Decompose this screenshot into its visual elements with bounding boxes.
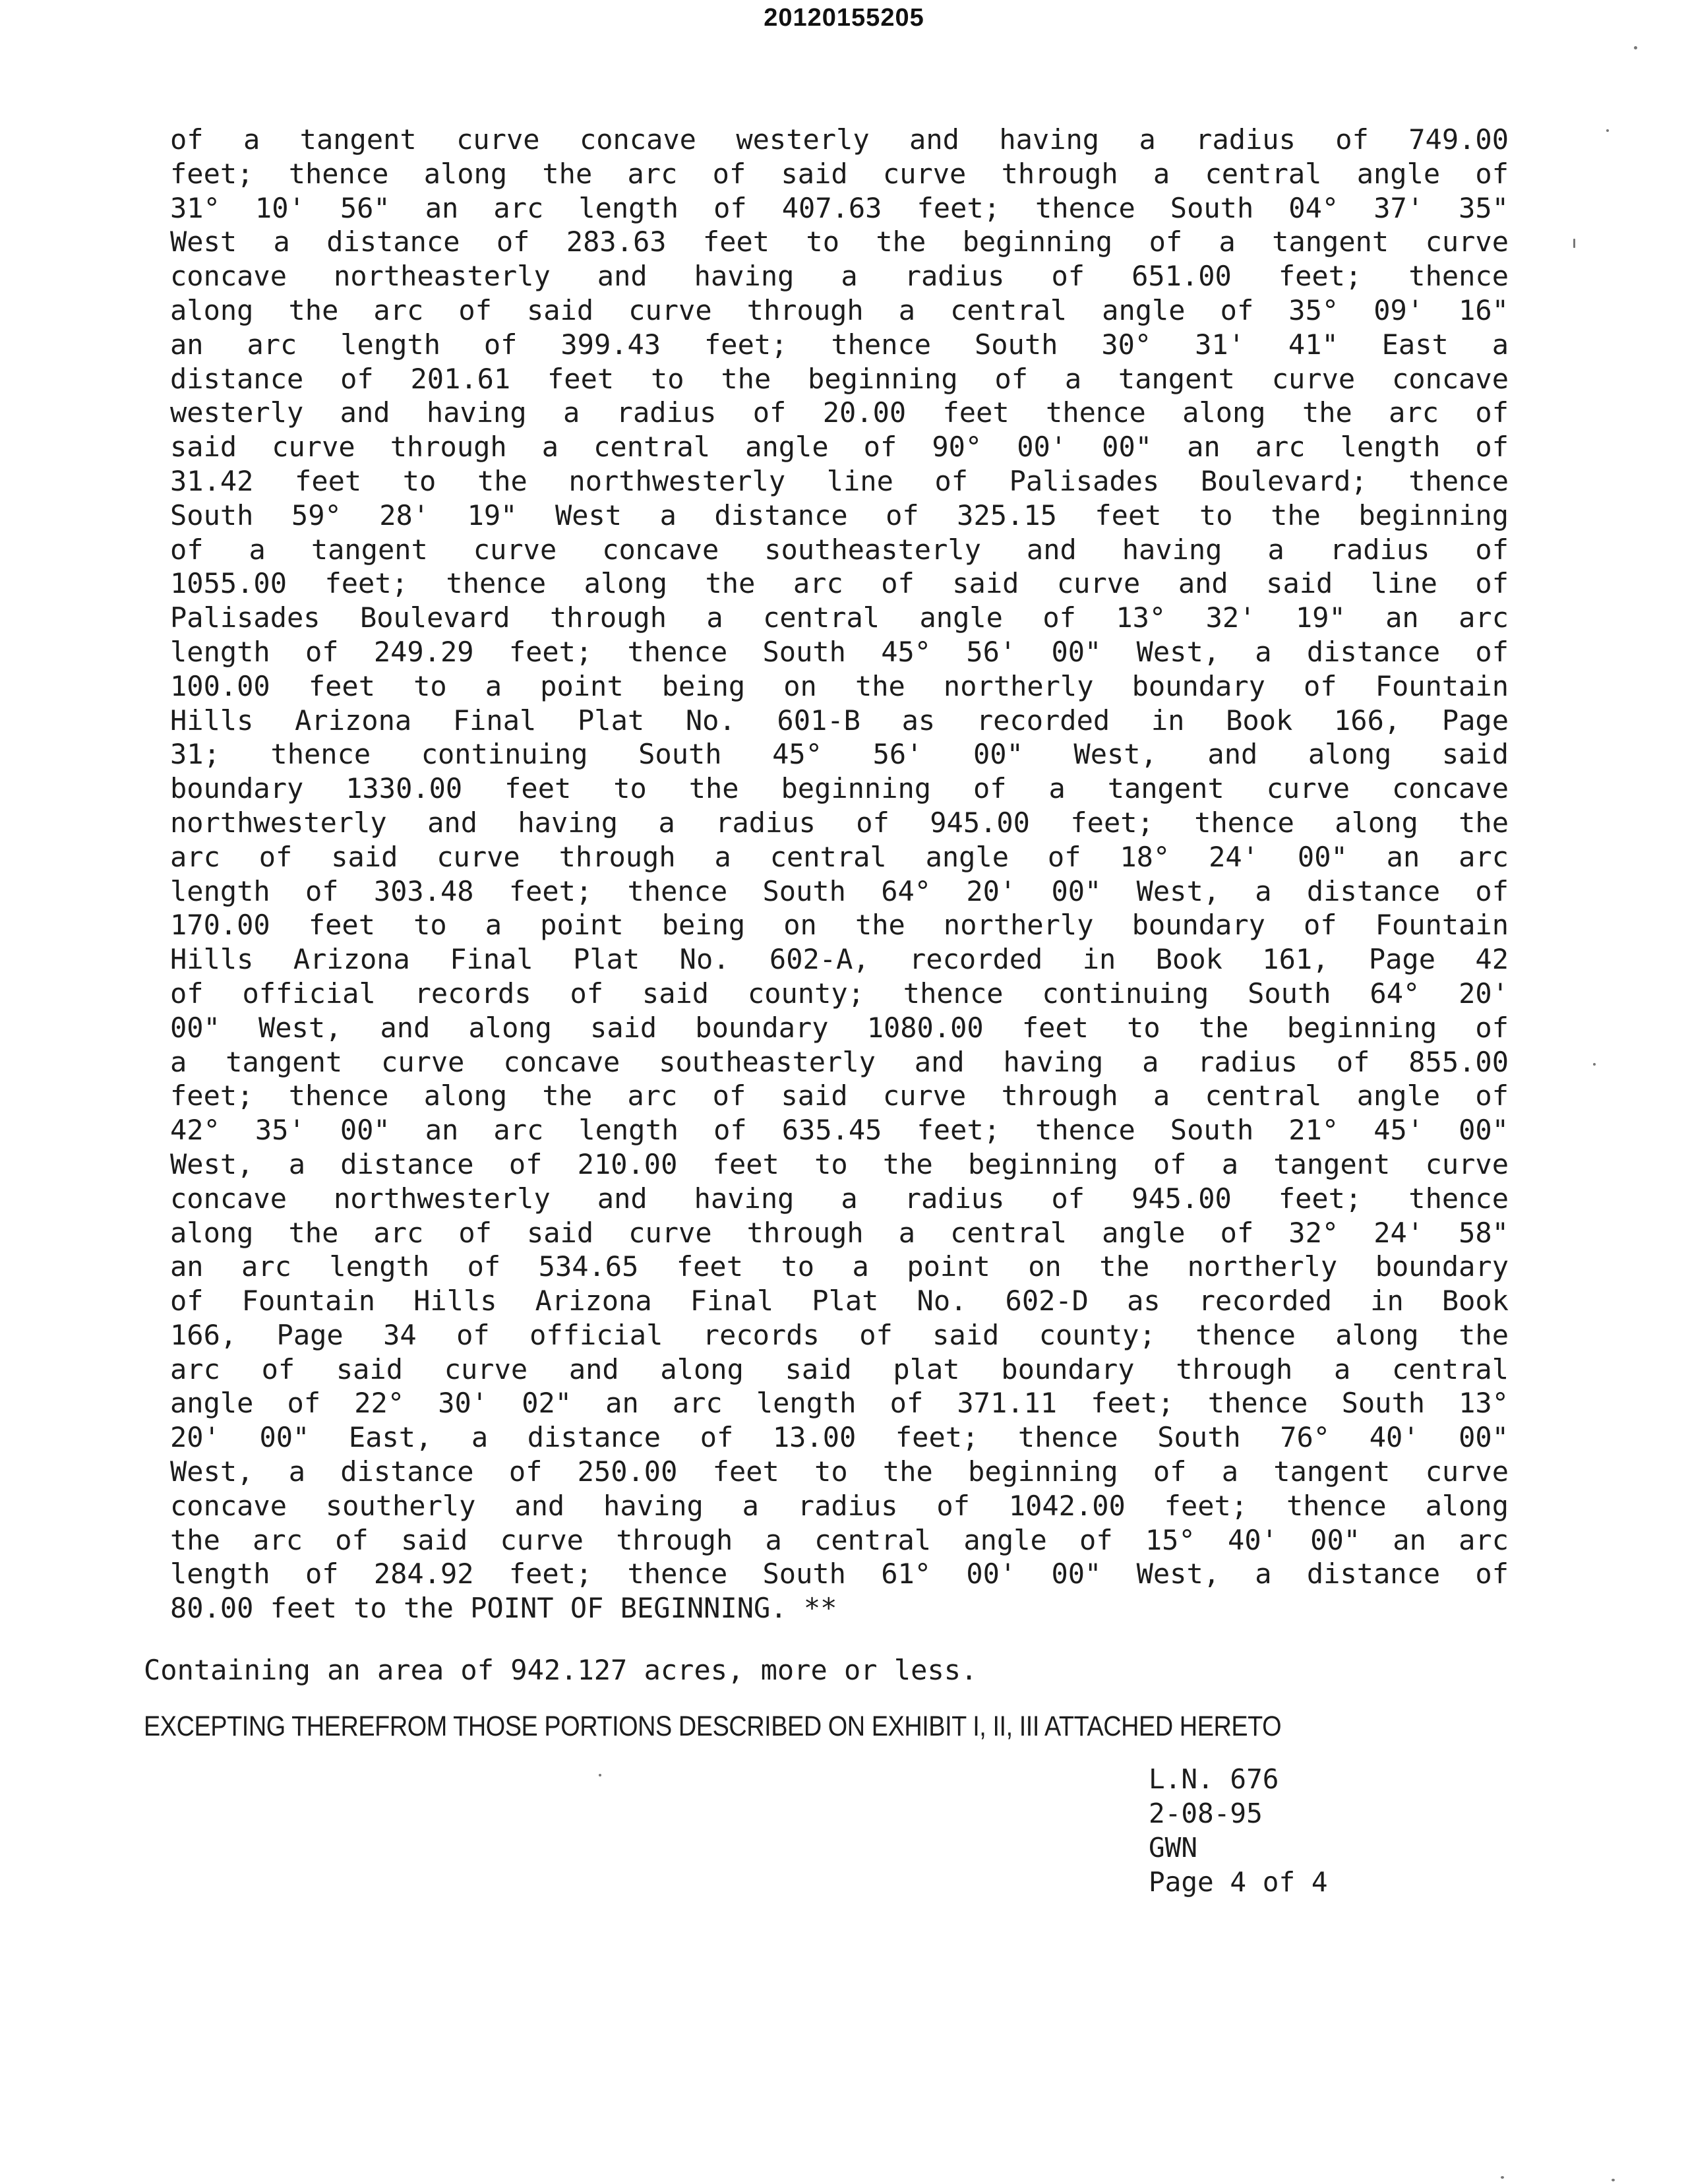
legal-line: boundary 1330.00 feet to the beginning of a tangent curve concave [170,772,1509,805]
legal-line: 80.00 feet to the POINT OF BEGINNING. ** [170,1592,837,1625]
legal-line: Hills Arizona Final Plat No. 601-B as recorded in Book 166, Page [170,704,1509,737]
legal-line: concave northeasterly and having a radius of 651.00 feet; thence [170,260,1509,293]
legal-line: along the arc of said curve through a central angle of 32° 24' 58" [170,1216,1509,1249]
legal-line: length of 303.48 feet; thence South 64° 20' 00" West, a distance of [170,874,1509,907]
legal-line: 00" West, and along said boundary 1080.00 feet to the beginning of [170,1011,1509,1044]
legal-line: West, a distance of 250.00 feet to the beginning of a tangent curve [170,1455,1509,1488]
legal-line: 31.42 feet to the northwesterly line of Palisades Boulevard; thence [170,464,1509,497]
reference-page: Page 4 of 4 [1149,1866,1328,1898]
legal-line: the arc of said curve through a central angle of 15° 40' 00" an arc [170,1523,1509,1556]
legal-line: 31; thence continuing South 45° 56' 00" West, and along said [170,738,1509,771]
legal-line: northwesterly and having a radius of 945.00 feet; thence along the [170,806,1509,839]
legal-line: 170.00 feet to a point being on the northerly boundary of Fountain [170,909,1509,942]
area-statement: Containing an area of 942.127 acres, more or less. [144,1654,978,1686]
legal-line: Palisades Boulevard through a central angle of 13° 32' 19" an arc [170,601,1509,634]
legal-line: South 59° 28' 19" West a distance of 325.15 feet to the beginning [170,499,1509,531]
legal-line: Hills Arizona Final Plat No. 602-A, recorded in Book 161, Page 42 [170,943,1509,976]
legal-line: an arc length of 534.65 feet to a point on the northerly boundary [170,1250,1509,1283]
legal-line: an arc length of 399.43 feet; thence South 30° 31' 41" East a [170,328,1509,361]
legal-line: 20' 00" East, a distance of 13.00 feet; thence South 76° 40' 00" [170,1421,1509,1454]
legal-line: length of 249.29 feet; thence South 45° 56' 00" West, a distance of [170,635,1509,668]
reference-date: 2-08-95 [1149,1798,1263,1829]
legal-line: length of 284.92 feet; thence South 61° 00' 00" West, a distance of [170,1558,1509,1591]
legal-line: West a distance of 283.63 feet to the beginning of a tangent curve [170,226,1509,258]
reference-block [1149,1762,1328,1899]
legal-line: arc of said curve through a central angle of 18° 24' 00" an arc [170,840,1509,873]
scan-speck [1593,1063,1596,1066]
legal-line: arc of said curve and along said plat boundary through a central [170,1352,1509,1385]
reference-initials: GWN [1149,1832,1198,1864]
legal-line: said curve through a central angle of 90° 00' 00" an arc length of [170,431,1509,464]
scan-speck [1573,239,1575,248]
reference-ln: L.N. 676 [1149,1763,1279,1795]
legal-line: of a tangent curve concave southeasterly and having a radius of [170,533,1509,566]
legal-line: angle of 22° 30' 02" an arc length of 371.11 feet; thence South 13° [170,1387,1509,1420]
legal-line: of Fountain Hills Arizona Final Plat No. 602-D as recorded in Book [170,1285,1509,1318]
scan-speck [1606,129,1609,132]
scan-speck [1634,46,1637,49]
legal-line: of a tangent curve concave westerly and having a radius of 749.00 [170,123,1509,156]
exception-statement: EXCEPTING THEREFROM THOSE PORTIONS DESCRIBED ON EXHIBIT I, II, III ATTACHED HERETO [144,1711,1282,1742]
scan-speck [599,1774,601,1776]
legal-line: West, a distance of 210.00 feet to the beginning of a tangent curve [170,1147,1509,1180]
document-number: 20120155205 [764,4,924,32]
legal-line: concave northwesterly and having a radius of 945.00 feet; thence [170,1182,1509,1215]
legal-line: 100.00 feet to a point being on the northerly boundary of Fountain [170,669,1509,702]
legal-line: distance of 201.61 feet to the beginning of a tangent curve concave [170,362,1509,395]
legal-line: a tangent curve concave southeasterly and having a radius of 855.00 [170,1045,1509,1078]
legal-line: concave southerly and having a radius of 1042.00 feet; thence along [170,1489,1509,1522]
legal-line: westerly and having a radius of 20.00 feet thence along the arc of [170,396,1509,429]
scan-speck [1612,2179,1615,2181]
legal-line: 166, Page 34 of official records of said county; thence along the [170,1318,1509,1351]
legal-line: 31° 10' 56" an arc length of 407.63 feet; thence South 04° 37' 35" [170,191,1509,224]
legal-description [170,123,1509,1625]
legal-line: feet; thence along the arc of said curve through a central angle of [170,1079,1509,1112]
legal-line: 42° 35' 00" an arc length of 635.45 feet; thence South 21° 45' 00" [170,1114,1509,1147]
legal-line: feet; thence along the arc of said curve through a central angle of [170,157,1509,190]
legal-line: of official records of said county; thence continuing South 64° 20' [170,977,1509,1010]
legal-line: along the arc of said curve through a central angle of 35° 09' 16" [170,293,1509,326]
scan-speck [1501,2176,1504,2179]
legal-line: 1055.00 feet; thence along the arc of said curve and said line of [170,567,1509,600]
